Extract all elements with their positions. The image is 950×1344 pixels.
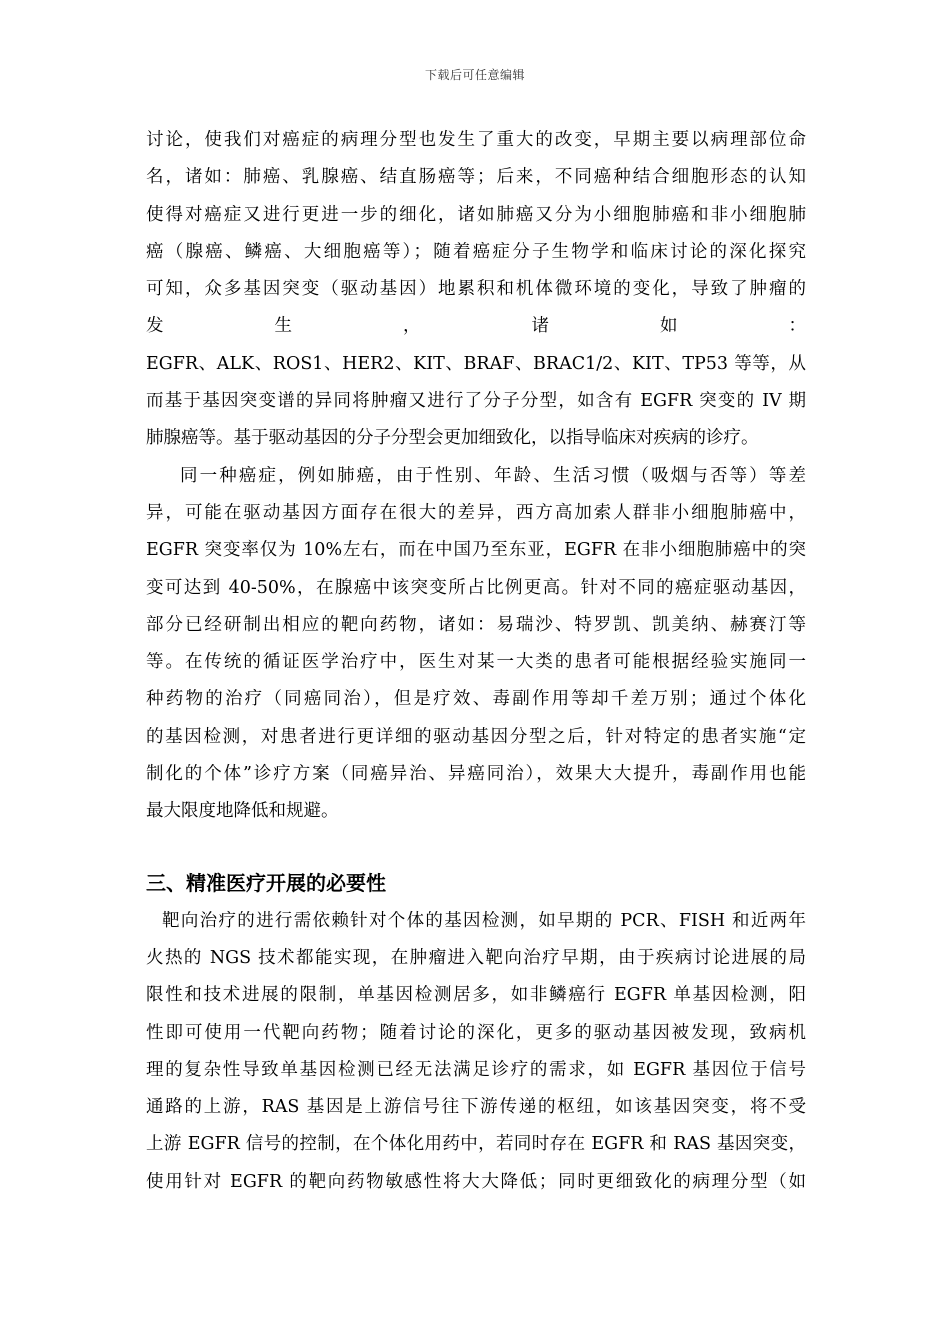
text-line: EGFR、ALK、ROS1、HER2、KIT、BRAF、BRAC1/2、KIT、TP53 等等，从 (146, 353, 806, 374)
spread-char: 发 (146, 316, 164, 337)
section-spacer (146, 831, 806, 863)
paragraph-3 (146, 903, 806, 1201)
paragraph-2 (146, 458, 806, 831)
text-line: 名，诸如：肺癌、乳腺癌、结直肠癌等；后来，不同癌种结合细胞形态的认知 (146, 167, 806, 188)
paragraph-1 (146, 122, 806, 458)
spread-char: 诸 (531, 316, 549, 337)
text-line: 讨论，使我们对癌症的病理分型也发生了重大的改变，早期主要以病理部位命 (146, 130, 806, 150)
section-heading: 三、精准医疗开展的必要性 (146, 870, 386, 895)
text-line: 性即可使用一代靶向药物；随着讨论的深化，更多的驱动基因被发现，致病机 (146, 1022, 806, 1043)
spread-char: ， (403, 316, 421, 337)
text-line: 肺腺癌等。基于驱动基因的分子分型会更加细致化，以指导临床对疾病的诊疗。 (146, 428, 759, 449)
spread-char: ： (788, 316, 806, 337)
text-line: EGFR 突变率仅为 10%左右，而在中国乃至东亚，EGFR 在非小细胞肺癌中的突 (146, 540, 806, 561)
text-line: 种药物的治疗（同癌同治），但是疗效、毒副作用等却千差万别；通过个体化 (146, 689, 806, 710)
text-line: 而基于基因突变谱的异同将肿瘤又进行了分子分型，如含有 EGFR 突变的 IV 期 (146, 391, 806, 412)
text-line: 理的复杂性导致单基因检测已经无法满足诊疗的需求，如 EGFR 基因位于信号 (146, 1059, 806, 1080)
text-line: 通路的上游，RAS 基因是上游信号往下游传递的枢纽，如该基因突变，将不受 (146, 1097, 806, 1118)
text-line: 最大限度地降低和规避。 (146, 801, 339, 822)
text-line: 限性和技术进展的限制，单基因检测居多，如非鳞癌行 EGFR 单基因检测，阳 (146, 985, 806, 1006)
text-line: 上游 EGFR 信号的控制，在个体化用药中，若同时存在 EGFR 和 RAS 基因突变， (146, 1134, 806, 1155)
text-line: 异，可能在驱动基因方面存在很大的差异，西方高加索人群非小细胞肺癌中， (146, 502, 806, 523)
text-line: 使得对癌症又进行更进一步的细化，诸如肺癌又分为小细胞肺癌和非小细胞肺 (146, 204, 806, 225)
text-line: 癌（腺癌、鳞癌、大细胞癌等）；随着癌症分子生物学和临床讨论的深化探究 (146, 241, 806, 262)
text-line: 变可达到 40-50%，在腺癌中该突变所占比例更高。针对不同的癌症驱动基因， (146, 577, 806, 598)
text-line: 可知，众多基因突变（驱动基因）地累积和机体微环境的变化，导致了肿瘤的 (146, 279, 806, 300)
text-line: 的基因检测，对患者进行更详细的驱动基因分型之后，针对特定的患者实施“定 (146, 726, 806, 747)
spread-char: 如 (660, 316, 678, 337)
page-header: 下载后可任意编辑 (424, 68, 525, 82)
text-line: 火热的 NGS 技术都能实现，在肿瘤进入靶向治疗早期，由于疾病讨论进展的局 (146, 947, 806, 968)
text-line: 制化的个体”诊疗方案（同癌异治、异癌同治），效果大大提升，毒副作用也能 (146, 764, 806, 785)
text-line: 等。在传统的循证医学治疗中，医生对某一大类的患者可能根据经验实施同一 (146, 652, 806, 673)
document-body (146, 122, 806, 1201)
spread-char: 生 (274, 316, 292, 337)
text-line: 使用针对 EGFR 的靶向药物敏感性将大大降低；同时更细致化的病理分型（如 (146, 1171, 806, 1192)
text-line-spread (146, 308, 806, 345)
text-line: 同一种癌症，例如肺癌，由于性别、年龄、生活习惯（吸烟与否等）等差 (180, 465, 806, 486)
text-line: 靶向治疗的进行需依赖针对个体的基因检测，如早期的 PCR、FISH 和近两年 (162, 910, 806, 931)
text-line: 部分已经研制出相应的靶向药物，诸如：易瑞沙、特罗凯、凯美纳、赫赛汀等 (146, 614, 806, 635)
